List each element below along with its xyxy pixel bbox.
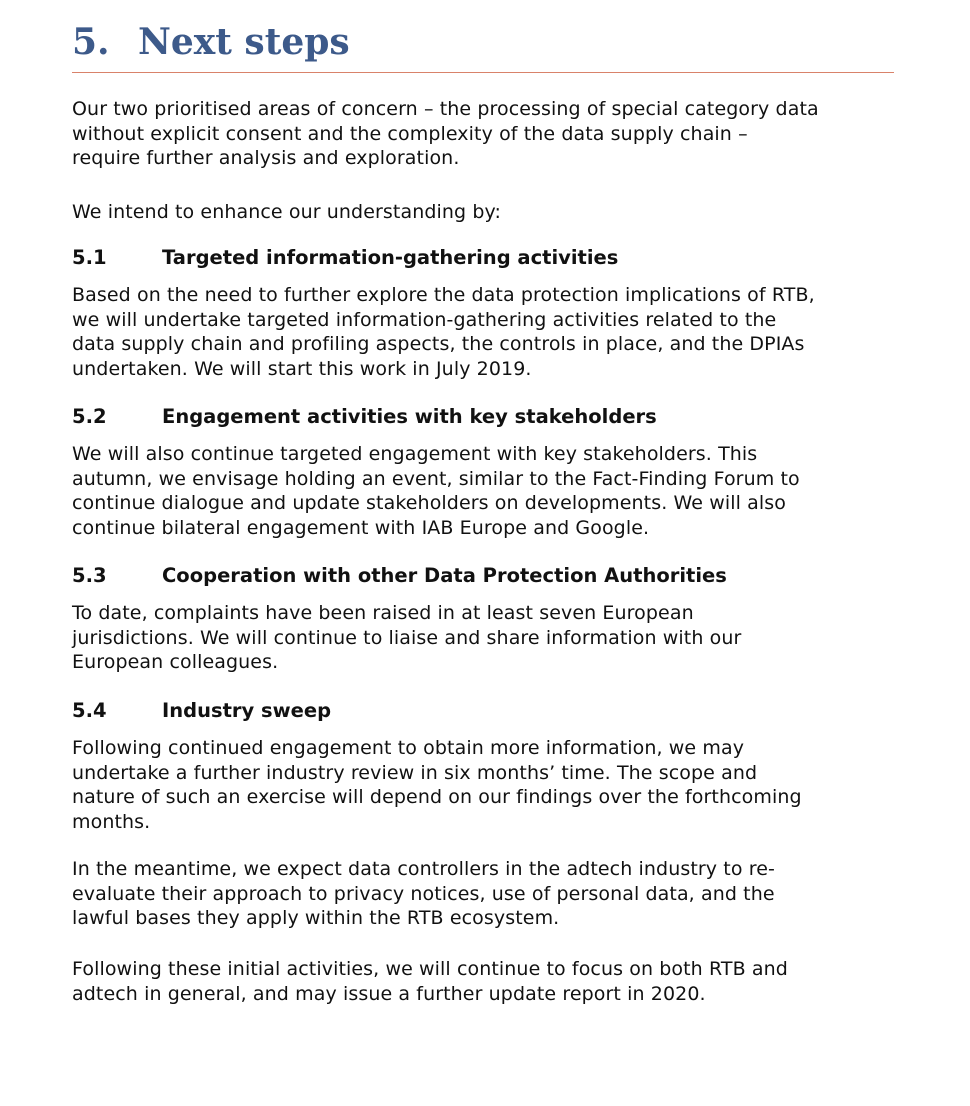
section-heading bbox=[72, 246, 902, 270]
paragraph-line: continue bilateral engagement with IAB Europe and Google. bbox=[72, 516, 650, 539]
section-5-3 bbox=[72, 564, 902, 675]
section-5-1 bbox=[72, 246, 902, 381]
paragraph-line: require further analysis and exploration. bbox=[72, 147, 460, 170]
section-body bbox=[72, 736, 902, 834]
paragraph-line: European colleagues. bbox=[72, 651, 279, 674]
paragraph-line: autumn, we envisage holding an event, similar to the Fact-Finding Forum to bbox=[72, 467, 800, 490]
paragraph-line: nature of such an exercise will depend on our findings over the forthcoming bbox=[72, 786, 802, 809]
section-5-2 bbox=[72, 405, 902, 540]
paragraph-line: To date, complaints have been raised in at least seven European bbox=[72, 602, 694, 624]
section-body bbox=[72, 601, 902, 675]
section-title: Engagement activities with key stakeholders bbox=[162, 405, 657, 428]
chapter-title: Next steps bbox=[138, 21, 350, 63]
section-body bbox=[72, 442, 902, 540]
paragraph-line: undertake a further industry review in six months’ time. The scope and bbox=[72, 761, 758, 784]
section-title: Industry sweep bbox=[162, 699, 332, 722]
section-number: 5.4 bbox=[72, 699, 107, 722]
section-number: 5.2 bbox=[72, 405, 107, 428]
paragraph-line: Based on the need to further explore the data protection implications of RTB, bbox=[72, 284, 815, 306]
paragraph-line: In the meantime, we expect data controllers in the adtech industry to re- bbox=[72, 858, 775, 880]
section-5-4 bbox=[72, 699, 902, 834]
section-heading bbox=[72, 405, 902, 429]
intro-paragraph bbox=[72, 97, 902, 171]
section-number: 5.1 bbox=[72, 246, 107, 269]
section-body bbox=[72, 283, 902, 381]
paragraph-line: Following continued engagement to obtain more information, we may bbox=[72, 737, 745, 759]
chapter-heading bbox=[72, 18, 902, 72]
document-page bbox=[72, 18, 902, 1005]
paragraph-line: undertaken. We will start this work in July 2019. bbox=[72, 357, 532, 380]
intro-lead-paragraph bbox=[72, 200, 902, 225]
paragraph-line: jurisdictions. We will continue to liaise and share information with our bbox=[72, 626, 742, 649]
paragraph-line: adtech in general, and may issue a further update report in 2020. bbox=[72, 982, 706, 1005]
section-title: Cooperation with other Data Protection Authorities bbox=[162, 564, 727, 587]
paragraph-line: we will undertake targeted information-gathering activities related to the bbox=[72, 308, 777, 331]
chapter-number: 5. bbox=[72, 21, 110, 63]
section-number: 5.3 bbox=[72, 564, 107, 587]
paragraph-line: lawful bases they apply within the RTB ecosystem. bbox=[72, 907, 560, 930]
paragraph-line: continue dialogue and update stakeholders on developments. We will also bbox=[72, 492, 786, 515]
paragraph-line: without explicit consent and the complexity of the data supply chain – bbox=[72, 122, 748, 145]
paragraph-line: We intend to enhance our understanding by: bbox=[72, 201, 501, 223]
paragraph-line: data supply chain and profiling aspects, the controls in place, and the DPIAs bbox=[72, 333, 805, 356]
final-paragraph bbox=[72, 957, 902, 1006]
paragraph-line: months. bbox=[72, 810, 151, 833]
closing-paragraph bbox=[72, 857, 902, 931]
paragraph-line: Our two prioritised areas of concern – the processing of special category data bbox=[72, 98, 819, 120]
paragraph-line: We will also continue targeted engagement with key stakeholders. This bbox=[72, 443, 758, 465]
heading-divider bbox=[72, 72, 894, 73]
section-heading bbox=[72, 699, 902, 723]
section-title: Targeted information-gathering activities bbox=[162, 246, 619, 269]
paragraph-line: evaluate their approach to privacy notices, use of personal data, and the bbox=[72, 882, 775, 905]
section-heading bbox=[72, 564, 902, 588]
paragraph-line: Following these initial activities, we will continue to focus on both RTB and bbox=[72, 958, 788, 980]
